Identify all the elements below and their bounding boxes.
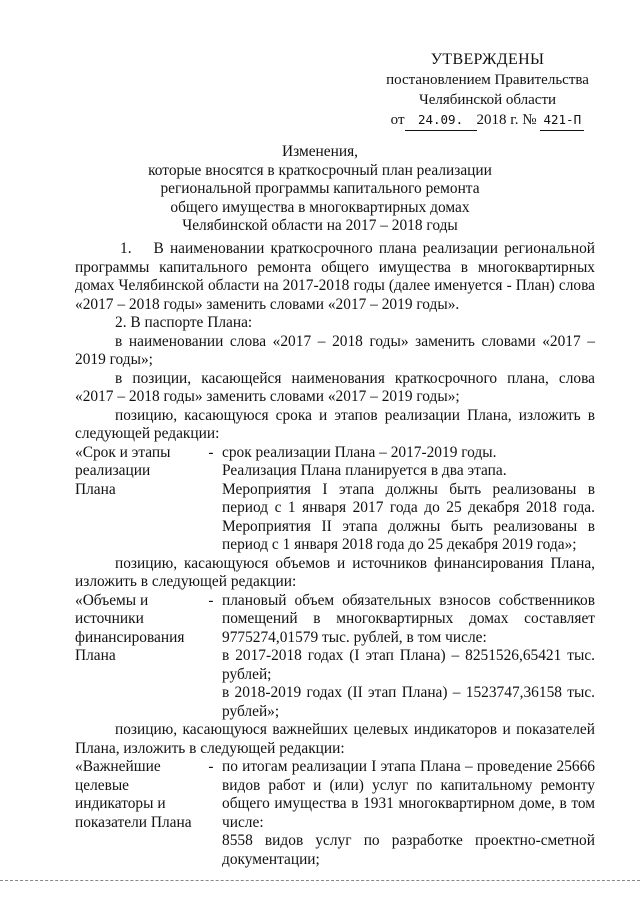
paragraph-7: позицию, касающуюся важнейших целевых индикаторов и показателей Плана, изложить в следующей редакции:	[75, 721, 595, 757]
paragraph-6: позицию, касающуюся объемов и источников финансирования Плана, изложить в следующей редакции:	[75, 554, 595, 590]
approval-date-line	[380, 110, 595, 131]
year-text: 2018 г. №	[476, 112, 537, 128]
handwritten-date: 24.09.	[405, 110, 477, 131]
handwritten-number: 421-П	[540, 110, 584, 131]
position-dash: -	[208, 591, 214, 609]
title-line-4: общего имущества в многоквартирных домах	[170, 198, 470, 216]
position-dash: -	[208, 443, 214, 461]
position-label: «Объемы и источники финансирования Плана	[75, 591, 185, 664]
approval-block	[380, 50, 595, 131]
position-content: по итогам реализации I этапа Плана – проведение 25666 видов работ и (или) услуг по капитальному ремонту общего имущества в 1931 многоквартирном доме, в том числе: 8558 видов услуг по разработке проектно-сметной документации;	[222, 758, 595, 868]
position-dash: -	[208, 758, 214, 775]
approval-line-2: Челябинской области	[418, 92, 557, 108]
document-title	[120, 143, 520, 236]
document-body	[75, 240, 595, 869]
date-prefix: от	[390, 112, 405, 128]
paragraph-1-number: 1.	[120, 240, 132, 257]
position-content: плановый объем обязательных взносов собственников помещений в многоквартирных домах составляет 9775274,01579 тыс. рублей, в том числе: в 2017-2018 годах (I этап Плана) – 8251526,65421 тыс. рублей; в 2018-2019 годах (II этап Плана) – 1523747,36158 тыс. рублей»;	[222, 591, 595, 720]
position-term-stages	[75, 444, 595, 555]
footer-divider	[0, 880, 640, 881]
paragraph-1-text: В наименовании краткосрочного плана реализации региональной программы капитального ремонта общего имущества в многоквартирных домах Челябинской области на 2017-2018 годы (далее именуется - План) слова «2017 – 2018 годы» заменить словами «2017 – 2019 годы».	[75, 240, 595, 313]
paragraph-2: 2. В паспорте Плана:	[115, 314, 253, 331]
approval-line-1: постановлением Правительства	[386, 72, 589, 88]
position-content: срок реализации Плана – 2017-2019 годы. Реализация Плана планируется в два этапа. Мероприятия I этапа должны быть реализованы в период с 1 января 2017 года до 25 декабря 2018 года. Мероприятия II этапа должны быть реализованы в период с 1 января 2018 года до 25 декабря 2019 года»;	[222, 443, 595, 553]
approved-heading: УТВЕРЖДЕНЫ	[430, 51, 545, 68]
title-line-5: Челябинской области на 2017 – 2018 годы	[182, 217, 458, 234]
position-label: «Срок и этапы реализации Плана	[75, 443, 171, 498]
position-label: «Важнейшие целевые индикаторы и показатели Плана	[75, 758, 192, 831]
paragraph-1	[75, 240, 595, 314]
paragraph-4: в позиции, касающейся наименования краткосрочного плана, слова «2017 – 2018 годы» заменить словами «2017 – 2019 годы»;	[75, 369, 595, 405]
position-indicators	[75, 758, 595, 869]
position-financing	[75, 592, 595, 722]
paragraph-5: позицию, касающуюся срока и этапов реализации Плана, изложить в следующей редакции:	[75, 406, 595, 442]
paragraph-3: в наименовании слова «2017 – 2018 годы» заменить словами «2017 – 2019 годы»;	[75, 332, 595, 368]
title-line-1: Изменения,	[281, 143, 358, 160]
title-line-2: которые вносятся в краткосрочный план реализации	[148, 161, 492, 179]
title-line-3: региональной программы капитального ремонта	[160, 180, 480, 197]
